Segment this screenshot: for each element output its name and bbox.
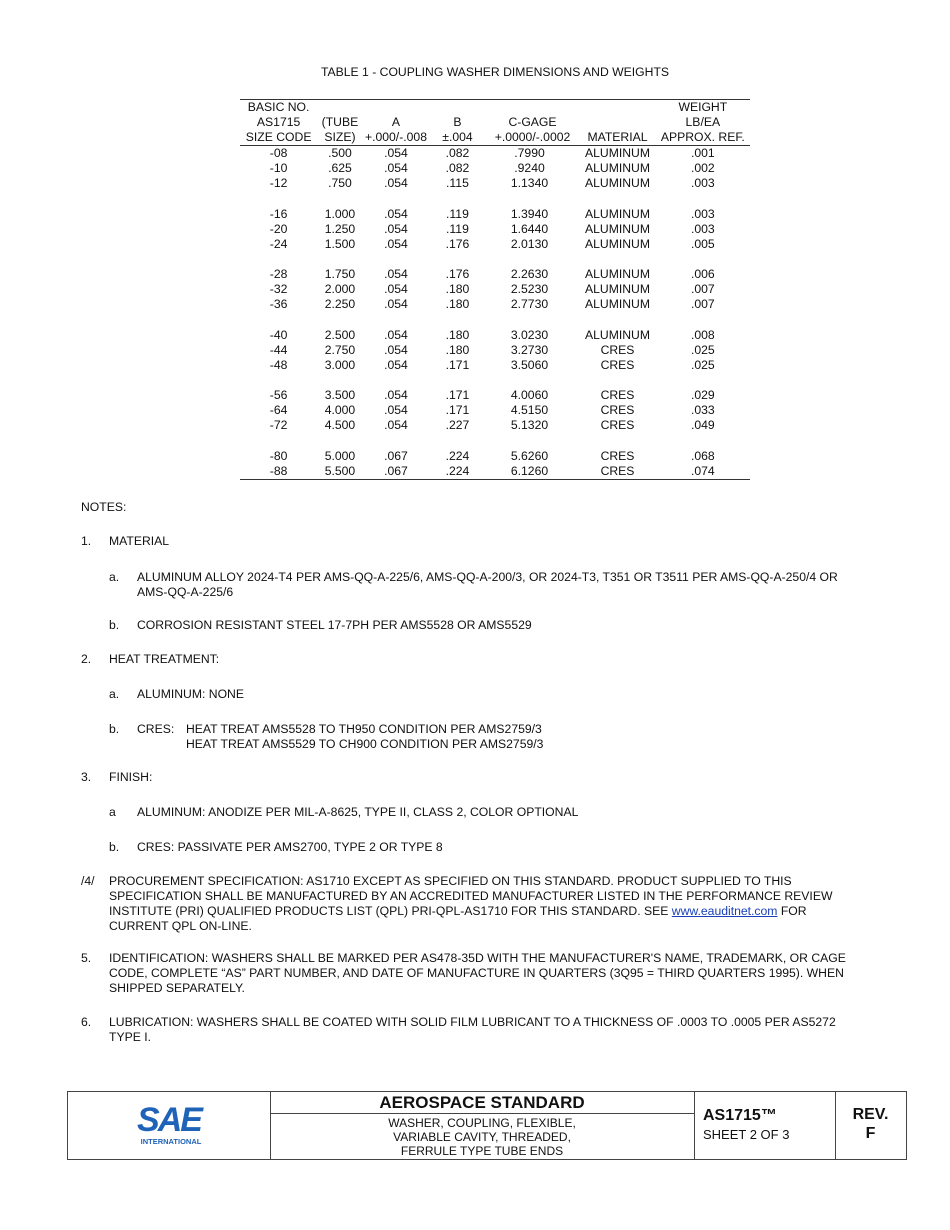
table-cell: .049: [690, 418, 715, 432]
table-cell: .003: [690, 176, 715, 190]
table-cell: ALUMINUM: [585, 267, 651, 281]
note-1a: a. ALUMINUM ALLOY 2024-T4 PER AMS-QQ-A-225/6, AMS-QQ-A-200/3, OR 2024-T3, T351 OR T3511 PER AMS-QQ-A-250/4 OR AMS-QQ-A-225/6: [109, 570, 838, 599]
table-cell: .054: [384, 176, 408, 190]
table-cell: 1.000: [324, 206, 356, 221]
table-header-row: [240, 100, 750, 116]
table-cell: 4.500: [324, 418, 356, 432]
table-cell: .068: [690, 448, 715, 463]
note-1b: b. CORROSION RESISTANT STEEL 17-7PH PER AMS5528 OR AMS5529: [109, 618, 532, 632]
table-cell: .625: [328, 161, 352, 175]
table-cell: 2.7730: [510, 297, 549, 311]
dimensions-table: [240, 99, 750, 480]
header-cell: MATERIAL: [579, 130, 655, 146]
table-row: [240, 176, 750, 191]
table-row: [240, 403, 750, 418]
table-cell: .054: [384, 267, 408, 281]
table-cell: .033: [690, 403, 715, 417]
header-cell: [579, 115, 655, 130]
table-cell: .003: [690, 206, 715, 221]
table-cell: 5.500: [324, 463, 356, 478]
table-cell: CRES: [600, 342, 635, 357]
table-cell: ALUMINUM: [585, 236, 651, 251]
table-cell: .224: [445, 448, 470, 463]
table-cell: .001: [690, 146, 715, 160]
table-cell: 2.5230: [510, 282, 549, 296]
table-row: [240, 328, 750, 343]
table-cell: 5.1320: [510, 418, 549, 432]
table-header-row: [240, 130, 750, 146]
table-cell: .176: [445, 267, 470, 281]
table-cell: .054: [384, 206, 408, 221]
sheet-number: SHEET 2 OF 3: [703, 1127, 790, 1142]
table-cell: -64: [269, 403, 288, 417]
table-cell: .054: [384, 297, 408, 311]
table-row: [240, 449, 750, 464]
table-cell: ALUMINUM: [585, 282, 651, 296]
table-cell: 3.2730: [510, 342, 549, 357]
table-cell: .029: [690, 388, 715, 402]
table-cell: CRES: [600, 388, 635, 402]
sae-logo: [68, 1092, 271, 1159]
logo-wordmark: SAE: [137, 1101, 201, 1139]
table-cell: .054: [384, 342, 408, 357]
header-cell: B: [453, 115, 462, 129]
table-row: [240, 146, 750, 162]
sae-logo-icon: [68, 1092, 270, 1159]
header-cell: [486, 100, 580, 116]
table-cell: .750: [328, 176, 352, 190]
table-cell: -24: [269, 236, 288, 251]
table-cell: 2.2630: [510, 267, 549, 281]
table-cell: 3.500: [324, 388, 356, 402]
title-block: [67, 1091, 907, 1160]
table-cell: ALUMINUM: [585, 327, 651, 342]
table-cell: .067: [384, 463, 408, 478]
table-cell: 4.5150: [510, 403, 549, 417]
table-cell: -48: [269, 357, 288, 372]
table-cell: .119: [446, 206, 469, 221]
table-cell: .074: [690, 463, 715, 478]
table-cell: -40: [269, 327, 288, 342]
header-cell: WEIGHT: [678, 100, 728, 114]
table-cell: .180: [445, 297, 470, 311]
table-cell: 5.000: [324, 448, 356, 463]
table-cell: 5.6260: [510, 448, 549, 463]
table-cell: ALUMINUM: [585, 176, 651, 190]
table-cell: -12: [269, 176, 288, 190]
note-2: 2. HEAT TREATMENT:: [81, 652, 220, 666]
table-cell: 2.750: [324, 342, 356, 357]
table-cell: 6.1260: [510, 463, 549, 478]
table-cell: 1.750: [324, 267, 356, 281]
header-cell: BASIC NO.: [247, 100, 310, 114]
table-cell: .171: [445, 357, 470, 372]
group-spacer: [240, 433, 750, 449]
table-cell: CRES: [600, 357, 635, 372]
table-cell: .054: [384, 161, 408, 175]
header-cell: SIZE): [317, 130, 362, 146]
table-header-row: [240, 115, 750, 130]
table-cell: .180: [445, 342, 470, 357]
note-2b: b. CRES: HEAT TREAT AMS5528 TO TH950 CONDITION PER AMS2759/3 HEAT TREAT AMS5529 TO CH900 CONDITION PER AMS2759/3: [109, 722, 544, 751]
table-cell: .176: [445, 236, 470, 251]
note-1: 1. MATERIAL: [81, 534, 170, 548]
table-cell: .054: [384, 357, 408, 372]
table-cell: CRES: [600, 418, 635, 432]
table-cell: 1.500: [324, 236, 356, 251]
table-cell: -72: [269, 418, 288, 432]
header-cell: SIZE CODE: [240, 130, 317, 146]
group-spacer: [240, 373, 750, 389]
table-cell: .007: [690, 297, 715, 311]
table-row: [240, 464, 750, 480]
table-cell: .082: [445, 161, 470, 175]
table-row: [240, 237, 750, 252]
table-cell: ALUMINUM: [585, 297, 651, 311]
table-row: [240, 207, 750, 222]
table-row: [240, 297, 750, 312]
header-cell: C-GAGE: [508, 115, 557, 129]
note-5: 5. IDENTIFICATION: WASHERS SHALL BE MARKED PER AS478-35D WITH THE MANUFACTURER'S NAME, TRADEMARK, OR CAGE CODE, COMPLETE “AS” PART NUMBER, AND DATE OF MANUFACTURE IN QUARTERS (3Q95 = THIRD QUARTERS 1995). WHEN SHIPPED SEPARATELY.: [81, 951, 846, 995]
table-cell: .115: [446, 176, 469, 190]
table-cell: ALUMINUM: [585, 221, 651, 236]
table-cell: -28: [269, 267, 288, 281]
table-cell: 2.0130: [510, 236, 549, 251]
revision-cell: [835, 1092, 906, 1159]
table-row: [240, 388, 750, 403]
table-cell: .054: [384, 146, 408, 160]
table-cell: .002: [690, 161, 715, 175]
note-4: /4/ PROCUREMENT SPECIFICATION: AS1710 EXCEPT AS SPECIFIED ON THIS STANDARD. PRODUCT SUPPLIED TO THIS SPECIFICATION SHALL BE MANUFACTURED BY AN ACCREDITED MANUFACTURER LISTED IN THE PERFORMANCE REVIEW INSTITUTE (PRI) QUALIFIED PRODUCTS LIST (QPL) PRI-QPL-AS1710 FOR THIS STANDARD. SEE www.eauditnet.com FOR CURRENT QPL ON-LINE.: [81, 874, 833, 933]
table-cell: -36: [269, 297, 288, 311]
table-cell: -16: [269, 206, 288, 221]
table-cell: 2.000: [324, 282, 356, 296]
table-cell: .119: [446, 221, 469, 236]
header-cell: LB/EA: [685, 115, 721, 129]
table-cell: ALUMINUM: [585, 161, 651, 175]
table-row: [240, 282, 750, 297]
table-cell: ALUMINUM: [585, 146, 651, 160]
table-cell: .005: [690, 236, 715, 251]
table-row: [240, 222, 750, 237]
header-cell: [429, 100, 485, 116]
table-cell: .171: [445, 388, 470, 402]
table-cell: .180: [445, 327, 470, 342]
table-cell: 3.5060: [510, 357, 549, 372]
table-cell: .008: [690, 327, 715, 342]
part-cell: [694, 1092, 836, 1159]
table-cell: .007: [690, 282, 715, 296]
table-cell: .171: [445, 403, 470, 417]
table-cell: .054: [384, 388, 408, 402]
header-cell: +.000/-.008: [363, 130, 430, 146]
part-number: AS1715™: [703, 1107, 777, 1124]
table-cell: -56: [269, 388, 288, 402]
table-title: TABLE 1 - COUPLING WASHER DIMENSIONS AND WEIGHTS: [320, 65, 670, 79]
table-row: [240, 161, 750, 176]
table-cell: .7990: [514, 146, 545, 160]
note-3a: a ALUMINUM: ANODIZE PER MIL-A-8625, TYPE II, CLASS 2, COLOR OPTIONAL: [109, 805, 579, 819]
table-cell: .224: [445, 463, 470, 478]
table-cell: .054: [384, 282, 408, 296]
header-cell: ±.004: [429, 130, 485, 146]
standard-description: WASHER, COUPLING, FLEXIBLE, VARIABLE CAVITY, THREADED, FERRULE TYPE TUBE ENDS: [388, 1116, 576, 1158]
table-cell: ALUMINUM: [585, 206, 651, 221]
table-cell: 1.1340: [510, 176, 549, 190]
table-cell: .180: [445, 282, 470, 296]
table-cell: .067: [384, 448, 408, 463]
header-cell: [579, 100, 655, 116]
note-3b: b. CRES: PASSIVATE PER AMS2700, TYPE 2 OR TYPE 8: [109, 840, 443, 854]
table-cell: CRES: [600, 403, 635, 417]
table-cell: 2.500: [324, 327, 356, 342]
table-cell: .025: [690, 342, 715, 357]
header-cell: AS1715: [256, 115, 301, 129]
table-cell: -10: [269, 161, 288, 175]
logo-subtext: INTERNATIONAL: [140, 1137, 202, 1146]
revision: REV. F: [852, 1106, 889, 1142]
header-cell: +.0000/-.0002: [486, 130, 580, 146]
table-cell: 4.000: [324, 403, 356, 417]
table-cell: .003: [690, 221, 715, 236]
standard-cell: [270, 1092, 695, 1159]
table-cell: .054: [384, 418, 408, 432]
table-cell: 1.3940: [510, 206, 549, 221]
note-3: 3. FINISH:: [81, 770, 153, 784]
table-cell: 4.0060: [510, 388, 549, 402]
table-cell: .054: [384, 327, 408, 342]
table-cell: -44: [269, 342, 288, 357]
table-cell: .054: [384, 221, 408, 236]
table-cell: 1.6440: [510, 221, 549, 236]
note-2a: a. ALUMINUM: NONE: [109, 687, 244, 701]
table-cell: 2.250: [324, 297, 356, 311]
group-spacer: [240, 191, 750, 207]
table-row: [240, 418, 750, 433]
table-row: [240, 267, 750, 282]
table-cell: 3.0230: [510, 327, 549, 342]
qpl-link[interactable]: www.eauditnet.com: [671, 904, 778, 918]
table-cell: 3.000: [324, 357, 356, 372]
table-cell: -20: [269, 221, 288, 236]
table-cell: 1.250: [324, 221, 356, 236]
table-cell: .054: [384, 236, 408, 251]
table-cell: .054: [384, 403, 408, 417]
group-spacer: [240, 252, 750, 268]
standard-title: AEROSPACE STANDARD: [270, 1092, 694, 1114]
table-cell: -08: [269, 146, 288, 160]
header-cell: APPROX. REF.: [656, 130, 750, 146]
table-cell: -80: [269, 448, 288, 463]
group-spacer: [240, 312, 750, 328]
table-row: [240, 343, 750, 358]
table-cell: .500: [328, 146, 352, 160]
table-cell: CRES: [600, 463, 635, 478]
notes-heading: NOTES:: [81, 500, 127, 514]
note-6: 6. LUBRICATION: WASHERS SHALL BE COATED WITH SOLID FILM LUBRICANT TO A THICKNESS OF .0003 TO .0005 PER AS5272 TYPE I.: [81, 1015, 836, 1044]
table-cell: .227: [445, 418, 470, 432]
table-cell: -88: [269, 463, 288, 478]
table-cell: .082: [445, 146, 470, 160]
header-cell: [317, 100, 362, 116]
table-cell: .9240: [514, 161, 545, 175]
table-cell: .006: [690, 267, 715, 281]
table-cell: CRES: [600, 448, 635, 463]
table-cell: .025: [690, 357, 715, 372]
header-cell: (TUBE: [321, 115, 359, 129]
table-cell: -32: [269, 282, 288, 296]
header-cell: A: [391, 115, 401, 129]
header-cell: [363, 100, 430, 116]
table-row: [240, 358, 750, 373]
